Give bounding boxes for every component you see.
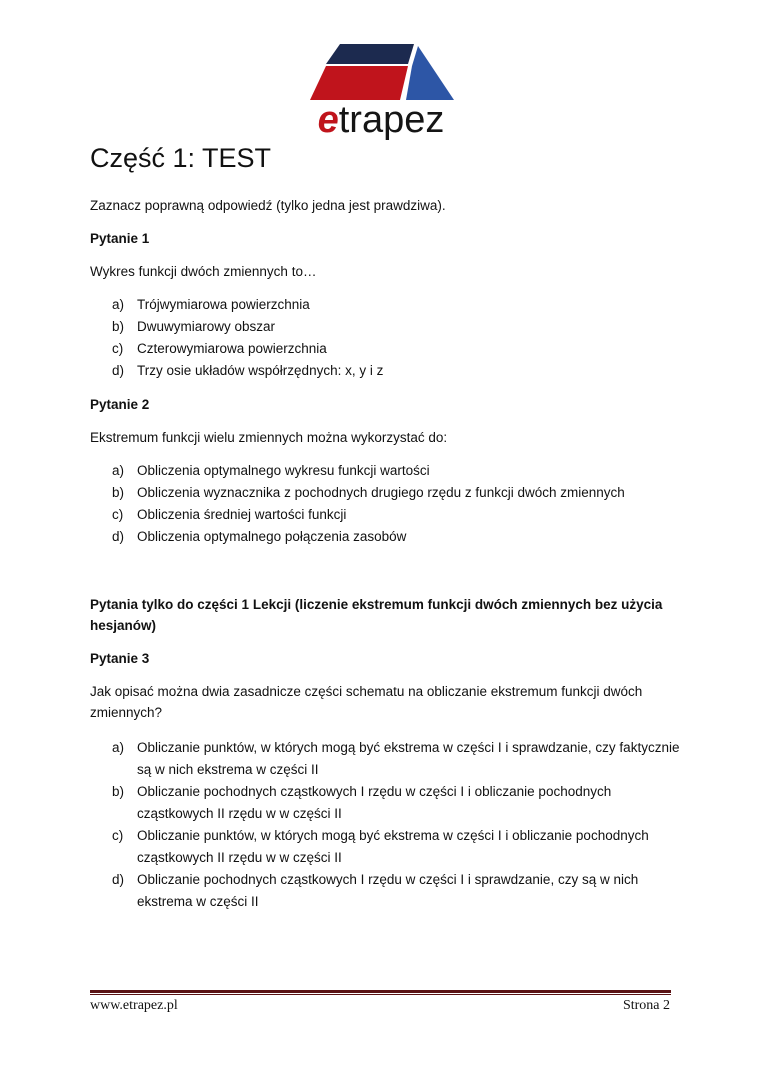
option: d) Trzy osie układów współrzędnych: x, y i z [112,363,384,378]
footer-rule-thin [90,994,671,995]
option: c) Obliczanie punktów, w których mogą być ekstrema w części I i obliczanie pochodnych cząstkowych II rzędu w w części II [112,828,649,865]
option: b) Dwuwymiarowy obszar [112,319,276,334]
instruction: Zaznacz poprawną odpowiedź (tylko jedna jest prawdziwa). [90,198,446,213]
option: a) Obliczanie punktów, w których mogą być ekstrema w części I i sprawdzanie, czy faktycznie są w nich ekstrema w części II [112,740,680,777]
footer-url: www.etrapez.pl [90,998,178,1013]
option: d) Obliczenia optymalnego połączenia zasobów [112,529,407,544]
question-1-text: Wykres funkcji dwóch zmiennych to… [90,264,317,279]
section-note: Pytania tylko do części 1 Lekcji (liczenie ekstremum funkcji dwóch zmiennych bez użycia hesjanów) [90,597,663,633]
trapezoid-logo-icon [308,44,454,100]
option: b) Obliczenia wyznacznika z pochodnych drugiego rzędu z funkcji dwóch zmiennych [112,485,625,500]
question-2-options [90,460,680,548]
etrapez-logo [290,44,472,142]
option: c) Obliczenia średniej wartości funkcji [112,507,347,522]
option: c) Czterowymiarowa powierzchnia [112,341,327,356]
option: b) Obliczanie pochodnych cząstkowych I rzędu w części I i obliczanie pochodnych cząstkowych II rzędu w w części II [112,784,612,821]
option: d) Obliczanie pochodnych cząstkowych I rzędu w części I i sprawdzanie, czy są w nich ekstrema w części II [112,872,639,909]
option: a) Obliczenia optymalnego wykresu funkcji wartości [112,463,430,478]
question-1-heading: Pytanie 1 [90,231,150,246]
option: a) Trójwymiarowa powierzchnia [112,297,310,312]
question-2-heading: Pytanie 2 [90,397,150,412]
question-3-options [90,737,680,913]
question-2-text: Ekstremum funkcji wielu zmiennych można wykorzystać do: [90,430,448,445]
logo-wordmark: etrapez [317,99,445,141]
question-1-options [90,294,680,382]
document-content [90,140,680,913]
footer-rule [90,990,671,993]
question-3-text: Jak opisać można dwia zasadnicze części schematu na obliczanie ekstremum funkcji dwóch zmiennych? [90,684,643,720]
page-number: Strona 2 [622,998,670,1013]
page-title: Część 1: TEST [90,143,272,173]
question-3-heading: Pytanie 3 [90,651,150,666]
